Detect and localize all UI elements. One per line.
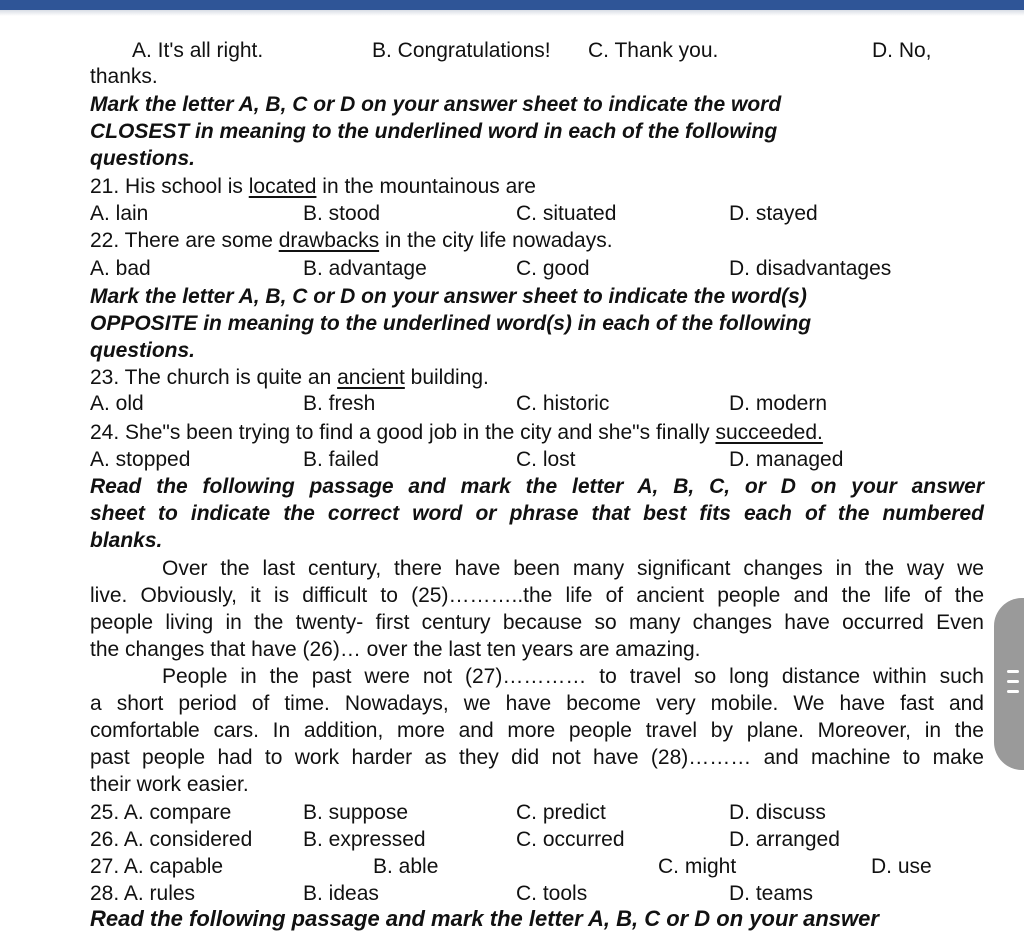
q22-option-b: B. advantage: [303, 257, 427, 280]
q27-option-c: C. might: [658, 855, 737, 878]
q22-option-a: A. bad: [90, 257, 151, 280]
side-scroll-handle[interactable]: [994, 598, 1024, 770]
q24-option-b: B. failed: [303, 448, 379, 471]
question-22-text-post: in the city life nowadays.: [379, 229, 613, 252]
grip-line-icon: [1007, 680, 1019, 683]
question-23-text-post: building.: [404, 366, 489, 389]
q27-option-d: D. use: [871, 855, 932, 878]
question-21-underlined-word: located: [248, 175, 317, 198]
passage-p2-line5: their work easier.: [90, 773, 249, 796]
q25-option-c: C. predict: [516, 801, 606, 824]
q24-option-d: D. managed: [729, 448, 844, 471]
question-22-text-pre: 22. There are some: [90, 229, 279, 252]
q26-option-c: C. occurred: [516, 828, 625, 851]
next-instruction-cut-off: Read the following passage and mark the letter A, B, C or D on your answer: [90, 906, 879, 931]
q26-option-d: D. arranged: [729, 828, 840, 851]
passage-p2-line1: People in the past were not (27)………… to travel so long distance within such: [162, 665, 984, 688]
section3-instruction-line1: Read the following passage and mark the letter A, B, C, or D on your answer: [90, 475, 984, 498]
q24-option-c: C. lost: [516, 448, 576, 471]
section2-instruction-line2: OPPOSITE in meaning to the underlined word(s) in each of the following: [90, 312, 812, 335]
q22-option-d: D. disadvantages: [729, 257, 892, 280]
question-23: [90, 365, 489, 391]
question-24-text-pre: 24. She"s been trying to find a good job in the city and she"s finally: [90, 421, 716, 444]
q23-option-b: B. fresh: [303, 392, 376, 415]
q23-option-d: D. modern: [729, 392, 828, 415]
q22-option-c: C. good: [516, 257, 590, 280]
q28-option-d: D. teams: [729, 882, 814, 905]
passage-p1-line3: people living in the twenty- first century because so many changes have occurred Even: [90, 611, 984, 634]
question-21-text-post: in the mountainous are: [316, 175, 536, 198]
q28-option-a: 28. A. rules: [90, 882, 196, 905]
q28-option-b: B. ideas: [303, 882, 379, 905]
top-toolbar-bar: [0, 0, 1024, 10]
q23-option-c: C. historic: [516, 392, 610, 415]
section1-instruction-line1: Mark the letter A, B, C or D on your answer sheet to indicate the word: [90, 93, 782, 116]
question-23-underlined-word: ancient: [337, 366, 405, 389]
question-24: [90, 420, 823, 446]
toolbar-shadow: [0, 10, 1024, 16]
passage-p1-line4: the changes that have (26)… over the last ten years are amazing.: [90, 638, 701, 661]
q27-option-a: 27. A. capable: [90, 855, 224, 878]
question-23-text-pre: 23. The church is quite an: [90, 366, 338, 389]
q21-option-c: C. situated: [516, 202, 617, 225]
section1-instruction-line2: CLOSEST in meaning to the underlined word in each of the following: [90, 120, 778, 143]
section3-instruction-line2: sheet to indicate the correct word or phrase that best fits each of the numbered: [90, 502, 984, 525]
prev-option-c: C. Thank you.: [588, 39, 719, 62]
question-21: [90, 174, 536, 200]
q27-option-b: B. able: [373, 855, 439, 878]
q28-option-c: C. tools: [516, 882, 588, 905]
passage-p2-line4: past people had to work harder as they did not have (28)……… and machine to make: [90, 746, 984, 769]
question-22: [90, 228, 613, 254]
prev-option-a: A. It's all right.: [132, 39, 264, 62]
q25-option-d: D. discuss: [729, 801, 826, 824]
question-22-underlined-word: drawbacks: [278, 229, 380, 252]
q26-option-a: 26. A. considered: [90, 828, 253, 851]
q23-option-a: A. old: [90, 392, 144, 415]
section2-instruction-line3: questions.: [90, 339, 196, 362]
question-21-text-pre: 21. His school is: [90, 175, 249, 198]
section2-instruction-line1: Mark the letter A, B, C or D on your answer sheet to indicate the word(s): [90, 285, 807, 308]
passage-p1-line1: Over the last century, there have been many significant changes in the way we: [162, 557, 984, 580]
q21-option-b: B. stood: [303, 202, 381, 225]
section1-instruction-line3: questions.: [90, 147, 196, 170]
section3-instruction-line3: blanks.: [90, 529, 163, 552]
grip-line-icon: [1007, 670, 1019, 673]
q21-option-a: A. lain: [90, 202, 149, 225]
q26-option-b: B. expressed: [303, 828, 426, 851]
passage-p1-line2: live. Obviously, it is difficult to (25)………..the life of ancient people and the life of the: [90, 584, 984, 607]
prev-option-b: B. Congratulations!: [372, 39, 551, 62]
passage-p2-line2: a short period of time. Nowadays, we have become very mobile. We have fast and: [90, 692, 984, 715]
prev-option-d-continued: thanks.: [90, 65, 158, 88]
passage-p2-line3: comfortable cars. In addition, more and more people travel by plane. Moreover, in the: [90, 719, 984, 742]
q21-option-d: D. stayed: [729, 202, 818, 225]
q24-option-a: A. stopped: [90, 448, 191, 471]
prev-option-d: D. No,: [872, 39, 932, 62]
q25-option-b: B. suppose: [303, 801, 409, 824]
question-24-underlined-word: succeeded.: [715, 421, 823, 444]
grip-line-icon: [1007, 690, 1019, 693]
q25-option-a: 25. A. compare: [90, 801, 232, 824]
